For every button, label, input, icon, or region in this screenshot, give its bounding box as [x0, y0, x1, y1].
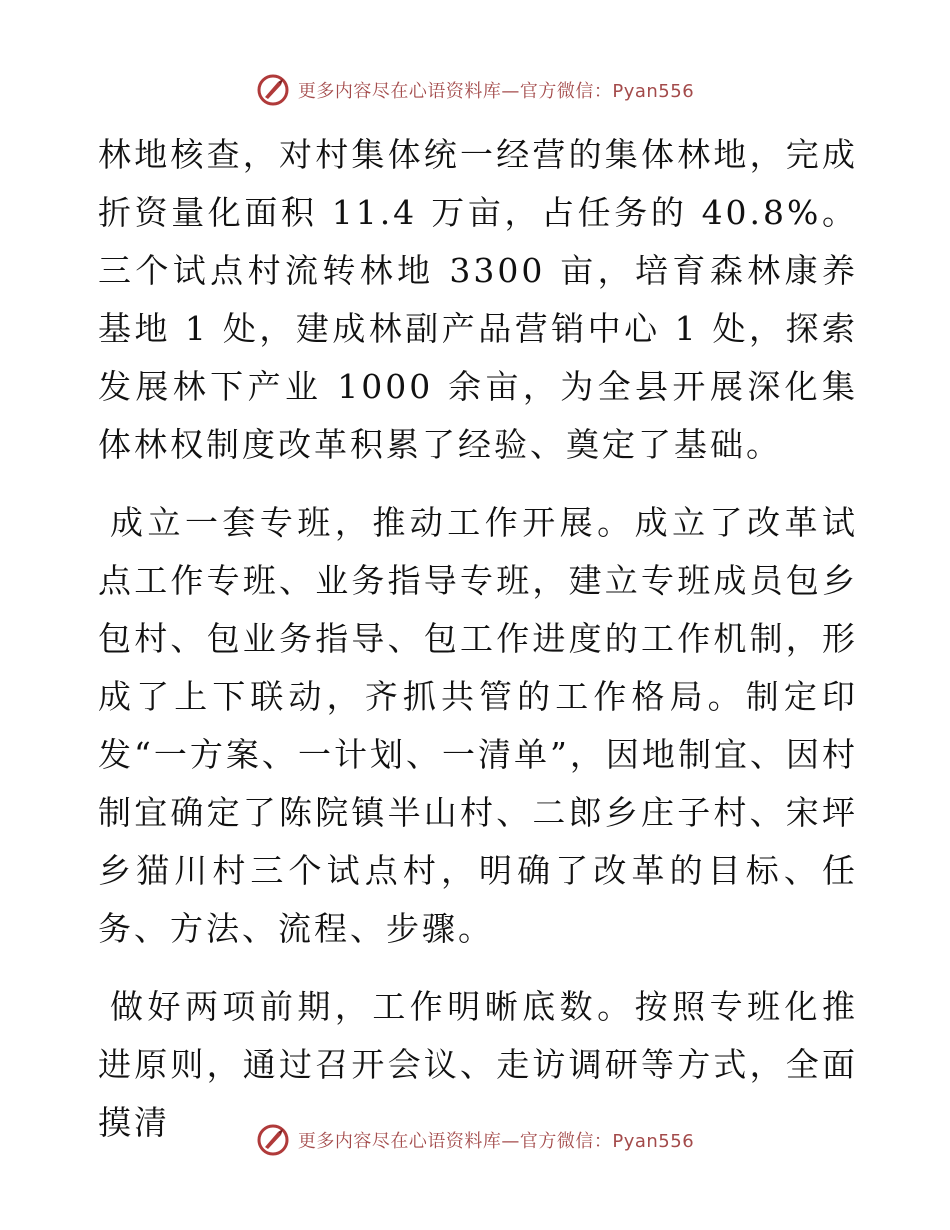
header-watermark-banner [0, 70, 950, 110]
paragraph-2: 成立一套专班，推动工作开展。成立了改革试点工作专班、业务指导专班，建立专班成员包乡包村、包业务指导、包工作进度的工作机制，形成了上下联动，齐抓共管的工作格局。制定印发“一方案、一计划、一清单”，因地制宜、因村制宜确定了陈院镇半山村、二郎乡庄子村、宋坪乡猫川村三个试点村，明确了改革的目标、任务、方法、流程、步骤。 [98, 503, 858, 948]
leaf-pen-logo-icon [256, 1123, 290, 1157]
document-body [98, 126, 858, 1152]
footer-watermark-text: 更多内容尽在心语资料库—官方微信：Pyan556 [297, 1131, 695, 1152]
header-watermark-text: 更多内容尽在心语资料库—官方微信：Pyan556 [297, 81, 695, 102]
leaf-pen-logo-icon [256, 73, 290, 107]
paragraph-1: 林地核查，对村集体统一经营的集体林地，完成折资量化面积 11.4 万亩，占任务的 40.8%。三个试点村流转林地 3300 亩，培育森林康养基地 1 处，建成林副产品营销中心 1 处，探索发展林下产业 1000 余亩，为全县开展深化集体林权制度改革积累了经验、奠定了基础。 [98, 135, 858, 464]
footer-watermark-banner [0, 1120, 950, 1160]
paragraph-3: 做好两项前期，工作明晰底数。按照专班化推进原则，通过召开会议、走访调研等方式，全面摸清 [98, 987, 858, 1142]
